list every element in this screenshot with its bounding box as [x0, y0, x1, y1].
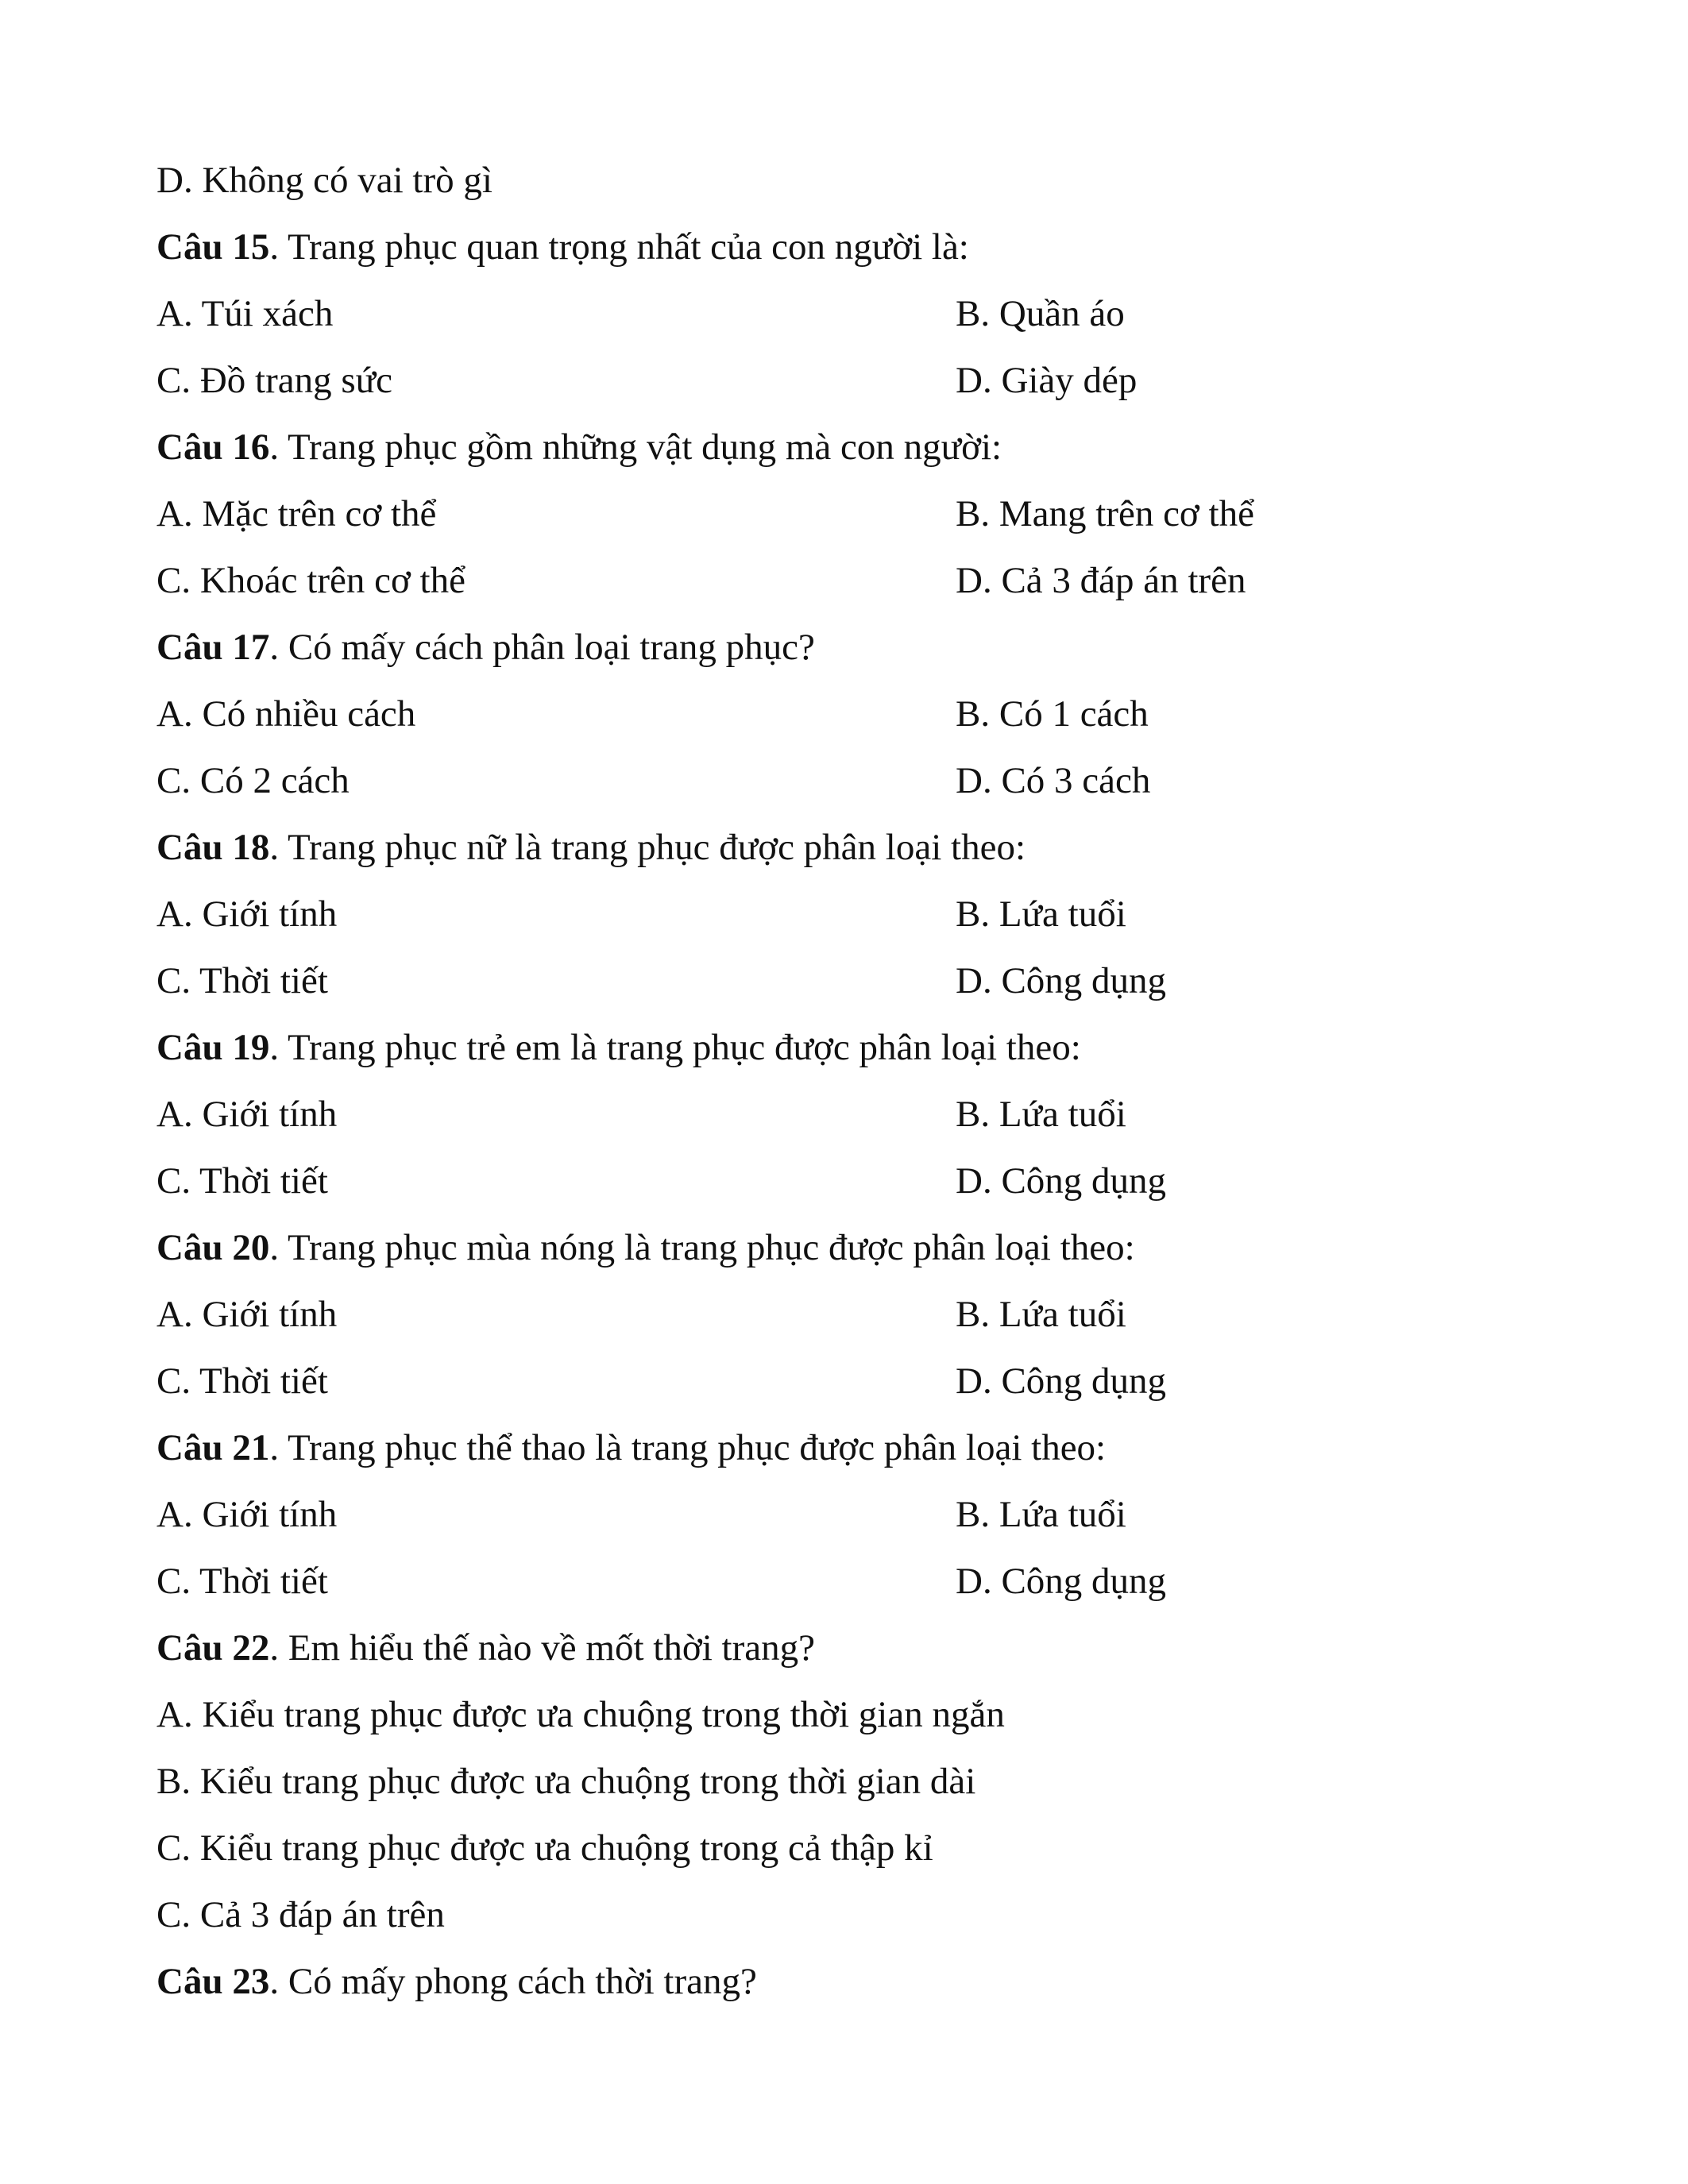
answer-row	[156, 547, 1555, 614]
answer-row	[156, 1348, 1555, 1414]
answer-option: A. Giới tính	[156, 1094, 338, 1135]
answer-option: C. Kiểu trang phục được ưa chuộng trong cả thập kỉ	[156, 1827, 933, 1869]
question-stem	[156, 1214, 1555, 1281]
answer-row	[156, 681, 1555, 747]
question-stem	[156, 1414, 1555, 1481]
answer-option: A. Kiểu trang phục được ưa chuộng trong thời gian ngắn	[156, 1694, 1005, 1735]
answer-option: A. Mặc trên cơ thể	[156, 493, 437, 534]
question-text: . Trang phục mùa nóng là trang phục được phân loại theo:	[269, 1227, 1135, 1268]
question-number: Câu 22	[156, 1627, 270, 1669]
question-text: . Trang phục nữ là trang phục được phân loại theo:	[269, 827, 1026, 868]
question-text: . Có mấy phong cách thời trang?	[269, 1961, 757, 2002]
answer-option: C. Thời tiết	[156, 1561, 328, 1602]
question-block	[156, 1214, 1555, 1414]
question-block	[156, 814, 1555, 1014]
answer-option: D. Cả 3 đáp án trên	[956, 560, 1246, 601]
answer-option: D. Công dụng	[956, 1561, 1167, 1602]
question-block	[156, 614, 1555, 814]
answer-option: C. Thời tiết	[156, 1360, 328, 1402]
answer-option: C. Thời tiết	[156, 1160, 328, 1202]
answer-option: B. Mang trên cơ thể	[956, 493, 1254, 534]
answer-option: B. Lứa tuổi	[956, 1094, 1126, 1135]
question-stem	[156, 1615, 1555, 1681]
answer-row	[156, 347, 1555, 414]
answer-option: C. Khoác trên cơ thể	[156, 560, 465, 601]
question-stem	[156, 814, 1555, 881]
answer-option: D. Công dụng	[956, 960, 1167, 1001]
question-number: Câu 16	[156, 426, 270, 468]
answer-option: A. Giới tính	[156, 1494, 338, 1535]
answer-option: B. Lứa tuổi	[956, 1494, 1126, 1535]
answer-option: A. Túi xách	[156, 293, 334, 334]
answer-option: A. Có nhiều cách	[156, 693, 416, 735]
question-stem	[156, 1948, 1555, 2015]
answer-row	[156, 1481, 1555, 1548]
answer-option: C. Có 2 cách	[156, 760, 350, 801]
answer-option: A. Giới tính	[156, 1294, 338, 1335]
question-number: Câu 21	[156, 1427, 270, 1468]
question-block	[156, 1615, 1555, 1948]
answer-option: D. Có 3 cách	[956, 760, 1151, 801]
question-stem	[156, 1014, 1555, 1081]
answer-row	[156, 280, 1555, 347]
answer-option: C. Đồ trang sức	[156, 360, 392, 401]
answer-row	[156, 1148, 1555, 1214]
answer-row	[156, 947, 1555, 1014]
question-text: . Em hiểu thế nào về mốt thời trang?	[269, 1627, 815, 1669]
answer-row	[156, 1548, 1555, 1615]
answer-option: B. Lứa tuổi	[956, 893, 1126, 935]
answer-option: C. Thời tiết	[156, 960, 328, 1001]
question-number: Câu 20	[156, 1227, 270, 1268]
answer-option: B. Quần áo	[956, 293, 1125, 334]
answer-option: C. Cả 3 đáp án trên	[156, 1894, 445, 1935]
question-stem	[156, 414, 1555, 480]
answer-option: B. Kiểu trang phục được ưa chuộng trong thời gian dài	[156, 1761, 976, 1802]
answer-row	[156, 881, 1555, 947]
question-number: Câu 23	[156, 1961, 270, 2002]
question-text: . Trang phục gồm những vật dụng mà con người:	[269, 426, 1002, 468]
question-block	[156, 1948, 1555, 2015]
question-list	[156, 214, 1555, 2015]
question-text: . Trang phục trẻ em là trang phục được phân loại theo:	[269, 1027, 1081, 1068]
answer-row	[156, 1081, 1555, 1148]
answer-option: D. Công dụng	[956, 1160, 1167, 1202]
answer-option: A. Giới tính	[156, 893, 338, 935]
answer-option: B. Có 1 cách	[956, 693, 1149, 735]
answer-row	[156, 1281, 1555, 1348]
question-block	[156, 414, 1555, 614]
question-block	[156, 214, 1555, 414]
answer-option: B. Lứa tuổi	[956, 1294, 1126, 1335]
question-stem	[156, 614, 1555, 681]
question-text: . Có mấy cách phân loại trang phục?	[269, 627, 815, 668]
question-stem	[156, 214, 1555, 280]
question-text: . Trang phục quan trọng nhất của con người là:	[269, 226, 969, 268]
answer-row	[156, 480, 1555, 547]
document-page	[156, 147, 1555, 2015]
question-block	[156, 1414, 1555, 1615]
previous-question-tail: D. Không có vai trò gì	[156, 160, 492, 201]
question-number: Câu 15	[156, 226, 270, 268]
question-block	[156, 1014, 1555, 1214]
answer-option: D. Công dụng	[956, 1360, 1167, 1402]
question-text: . Trang phục thể thao là trang phục được phân loại theo:	[269, 1427, 1107, 1468]
question-number: Câu 19	[156, 1027, 270, 1068]
answer-row	[156, 747, 1555, 814]
question-number: Câu 18	[156, 827, 270, 868]
question-number: Câu 17	[156, 627, 270, 668]
answer-option: D. Giày dép	[956, 360, 1138, 401]
